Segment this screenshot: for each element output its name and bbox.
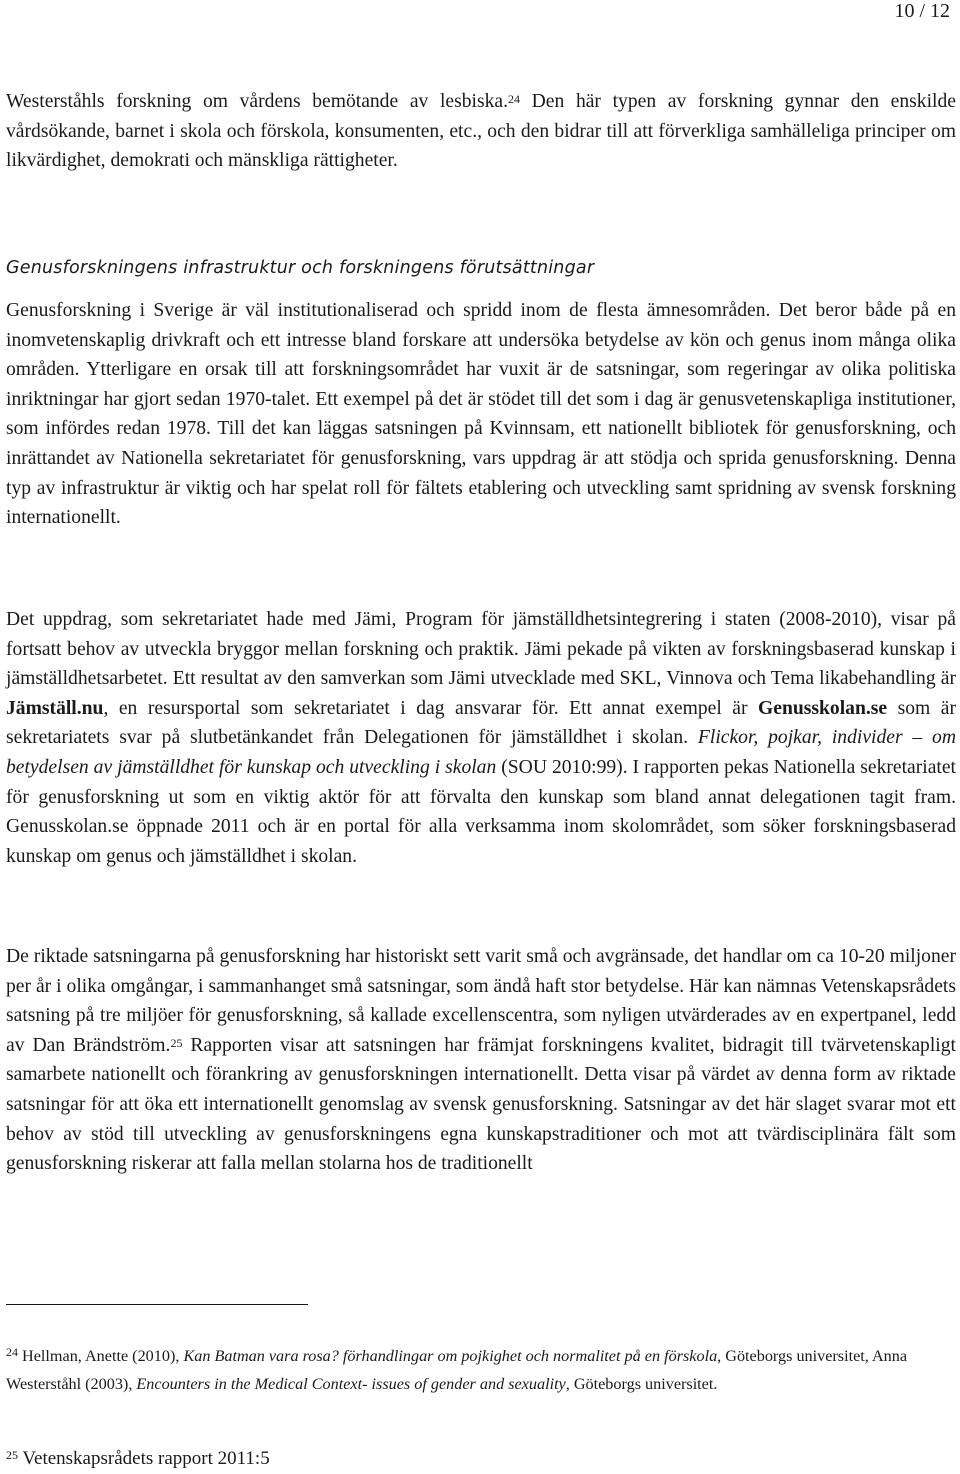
paragraph-4-text-b: Rapporten visar att satsningen har främjat forskningens kvalitet, bidragit till tvärvetenskapligt samarbete nationellt och förankring av genusforskningen internationellt. Detta visar på värdet av denna form av riktade satsningar för att öka ett internationellt genomslag av svensk genusforskning. Satsningar av det här slaget svarar mot ett behov av stöd till utveckling av genusforskningens egna kunskapstraditioner och mot att tvärdisciplinära fält som genusforskning riskerar att falla mellan stolarna hos de traditionellt — [6, 1034, 956, 1175]
paragraph-1-text-a: Westerståhls forskning om vårdens bemötande av lesbiska. — [6, 91, 508, 112]
footnote-ref-24[interactable]: 24 — [508, 92, 520, 106]
footnote-24-text-a: Hellman, Anette (2010), — [18, 1347, 184, 1365]
footnote-25-number: 25 — [6, 1448, 18, 1462]
report-title: Flickor, pojkar, individer – om betydelsen av jämställdhet för kunskap och utveckling i skolan — [6, 727, 957, 778]
paragraph-3-text-c: som är sekretariatets svar på slutbetänkandet från Delegationen för jämställdhet i skolan. — [6, 697, 957, 749]
genusskolan-link[interactable]: Genusskolan.se — [758, 697, 888, 719]
paragraph-4-text-a: De riktade satsningarna på genusforskning har historiskt sett varit små och avgränsade, det handlar om ca 10-20 miljoner per år i olika omgångar, i sammanhanget små satsningar, som ändå haft stor betydelse. Här kan nämnas Vetenskapsrådets satsning på tre miljöer för genusforskning, så kallade excellenscentra, som nyligen utvärderades av en expertpanel, ledd av Dan Brändström. — [6, 946, 956, 1056]
section-heading: Genusforskningens infrastruktur och forskningens förutsättningar — [6, 258, 595, 278]
footnote-24-title-1: Kan Batman vara rosa? förhandlingar om pojkighet och normalitet på en förskola — [183, 1347, 718, 1365]
paragraph-1 — [6, 87, 956, 176]
paragraph-2: Genusforskning i Sverige är väl institutionaliserad och spridd inom de flesta ämnesområden. Det beror både på en inomvetenskaplig drivkraft och ett intresse bland forskare att undersöka betydelse av kön och genus inom många olika områden. Ytterligare en orsak till att forskningsområdet har vuxit är de satsningar, som regeringar av olika politiska inriktningar har gjort sedan 1970-talet. Ett exempel på det är stödet till det som i dag är genusvetenskapliga institutioner, som infördes redan 1978. Till det kan läggas satsningen på Kvinnsam, ett nationellt bibliotek för genusforskning, och inrättandet av Nationella sekretariatet för genusforskning, vars uppdrag är att stödja och sprida genusforskning. Denna typ av infrastruktur är viktig och har spelat roll för fältets etablering och utveckling samt spridning av svensk forskning internationellt. — [6, 300, 956, 529]
paragraph-3-text-b: , en resursportal som sekretariatet i dag ansvarar för. Ett annat exempel är — [103, 697, 759, 719]
footnote-24 — [6, 1342, 958, 1398]
footnote-25-text-a: Vetenskapsrådets rapport 2011:5 — [18, 1448, 270, 1469]
footnote-24-text-b: , Göteborgs universitet, Anna Westerståhl (2003), — [6, 1347, 908, 1393]
footnote-24-number: 24 — [6, 1345, 18, 1359]
footnote-24-title-2: Encounters in the Medical Context- issues of gender and sexuality — [136, 1375, 566, 1393]
paragraph-1-text-b: Den här typen av forskning gynnar den enskilde vårdsökande, barnet i skola och förskola, konsumenten, etc., och den bidrar till att förverkliga samhälleliga principer om likvärdighet, demokrati och mänskliga rättigheter. — [6, 91, 956, 172]
footnote-ref-25[interactable]: 25 — [170, 1035, 183, 1050]
footnote-25 — [6, 1447, 958, 1471]
paragraph-3-text-d: (SOU 2010:99). I rapporten pekas Nationella sekretariatet för genusforskning ut som en viktig aktör för att förvalta den kunskap som bland annat delegationen tagit fram. Genusskolan.se öppnade 2011 och är en portal för alla verksamma inom skolområdet, som söker forskningsbaserad kunskap om genus och jämställdhet i skolan. — [6, 756, 956, 867]
paragraph-3 — [6, 605, 956, 871]
footnote-divider — [6, 1304, 308, 1305]
jamstall-nu-link[interactable]: Jämställ.nu — [6, 697, 104, 719]
page-number: 10 / 12 — [894, 0, 950, 22]
paragraph-3-text-a: Det uppdrag, som sekretariatet hade med Jämi, Program för jämställdhetsintegrering i staten (2008-2010), visar på fortsatt behov av utveckla bryggor mellan forskning och praktik. Jämi pekade på vikten av forskningsbaserad kunskap i jämställdhetsarbetet. Ett resultat av den samverkan som Jämi utvecklade med SKL, Vinnova och Tema likabehandling är — [6, 609, 956, 690]
footnote-24-text-c: , Göteborgs universitet. — [565, 1375, 718, 1393]
paragraph-4 — [6, 942, 956, 1179]
